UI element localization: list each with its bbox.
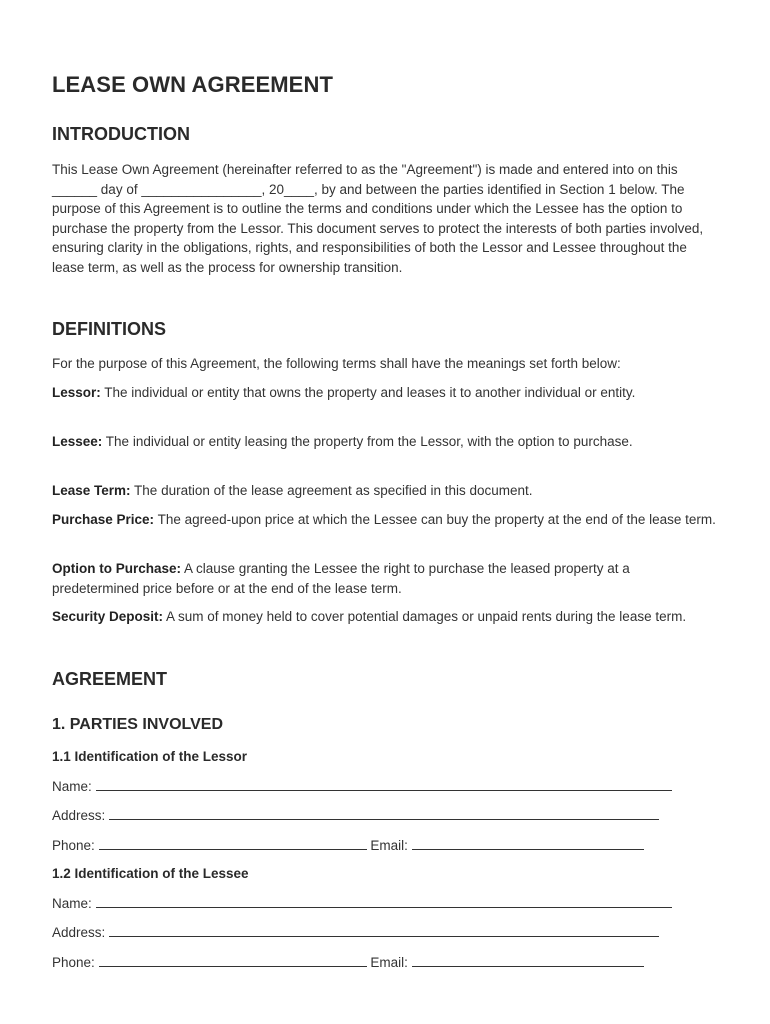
definition-text: The individual or entity that owns the property and leases it to another individual or entity. (100, 385, 636, 400)
lessee-email-label: Email: (370, 955, 408, 970)
definition-lessor (52, 383, 720, 403)
lessor-address-row (52, 806, 659, 825)
definition-term: Lessor: (52, 385, 101, 400)
lessor-address-label: Address: (52, 808, 106, 823)
definition-term: Lessee: (52, 434, 103, 449)
lessor-email-field[interactable] (412, 837, 644, 850)
definition-lease-term (52, 481, 720, 501)
definition-term: Purchase Price: (52, 512, 155, 527)
definition-text: The agreed-upon price at which the Lessee can buy the property at the end of the lease term. (154, 512, 716, 527)
lessee-name-label: Name: (52, 896, 92, 911)
definition-option-to-purchase (52, 559, 720, 598)
lessee-identification-heading: 1.2 Identification of the Lessee (52, 866, 249, 881)
parties-involved-heading: 1. PARTIES INVOLVED (52, 716, 223, 733)
agreement-heading: AGREEMENT (52, 669, 168, 689)
introduction-heading: INTRODUCTION (52, 124, 190, 144)
lessee-email-field[interactable] (412, 954, 644, 967)
document-title: LEASE OWN AGREEMENT (52, 72, 333, 97)
lessee-contact-row (52, 953, 644, 972)
lessor-phone-field[interactable] (99, 837, 367, 850)
lessor-name-row (52, 777, 672, 796)
lessee-address-label: Address: (52, 925, 106, 940)
lessee-address-row (52, 923, 659, 942)
definitions-intro: For the purpose of this Agreement, the following terms shall have the meanings set forth below: (52, 356, 621, 371)
definitions-heading: DEFINITIONS (52, 319, 167, 339)
lessee-name-row (52, 894, 672, 913)
introduction-paragraph: This Lease Own Agreement (hereinafter referred to as the "Agreement") is made and entered into on this ______ day of ________________, 20____, by and between the parties identified in Section 1 below. The purpose of this Agreement is to outline the terms and conditions under which the Lessee has the option to purchase the property from the Lessor. This document serves to protect the interests of both parties involved, ensuring clarity in the obligations, rights, and responsibilities of both the Lessor and Lessee throughout the lease term, as well as the process for ownership transition. (52, 162, 704, 275)
lessor-contact-row (52, 836, 644, 855)
definition-security-deposit (52, 607, 720, 627)
lessor-email-label: Email: (370, 838, 408, 853)
definition-term: Lease Term: (52, 483, 131, 498)
lessor-address-field[interactable] (109, 807, 659, 820)
lessor-name-label: Name: (52, 779, 92, 794)
lessee-phone-field[interactable] (99, 954, 367, 967)
definition-term: Security Deposit: (52, 609, 164, 624)
definition-term: Option to Purchase: (52, 561, 182, 576)
definition-lessee (52, 432, 720, 452)
definition-text: A clause granting the Lessee the right to purchase the leased property at a predetermined price before or at the end of the lease term. (52, 561, 630, 596)
lessor-phone-label: Phone: (52, 838, 95, 853)
lessee-address-field[interactable] (109, 924, 659, 937)
lessee-phone-label: Phone: (52, 955, 95, 970)
definition-text: The duration of the lease agreement as specified in this document. (130, 483, 533, 498)
lessee-name-field[interactable] (96, 895, 672, 908)
lessor-name-field[interactable] (96, 778, 672, 791)
definition-text: The individual or entity leasing the property from the Lessor, with the option to purchase. (102, 434, 633, 449)
definition-purchase-price (52, 510, 720, 530)
definition-text: A sum of money held to cover potential damages or unpaid rents during the lease term. (163, 609, 687, 624)
lessor-identification-heading: 1.1 Identification of the Lessor (52, 749, 248, 764)
